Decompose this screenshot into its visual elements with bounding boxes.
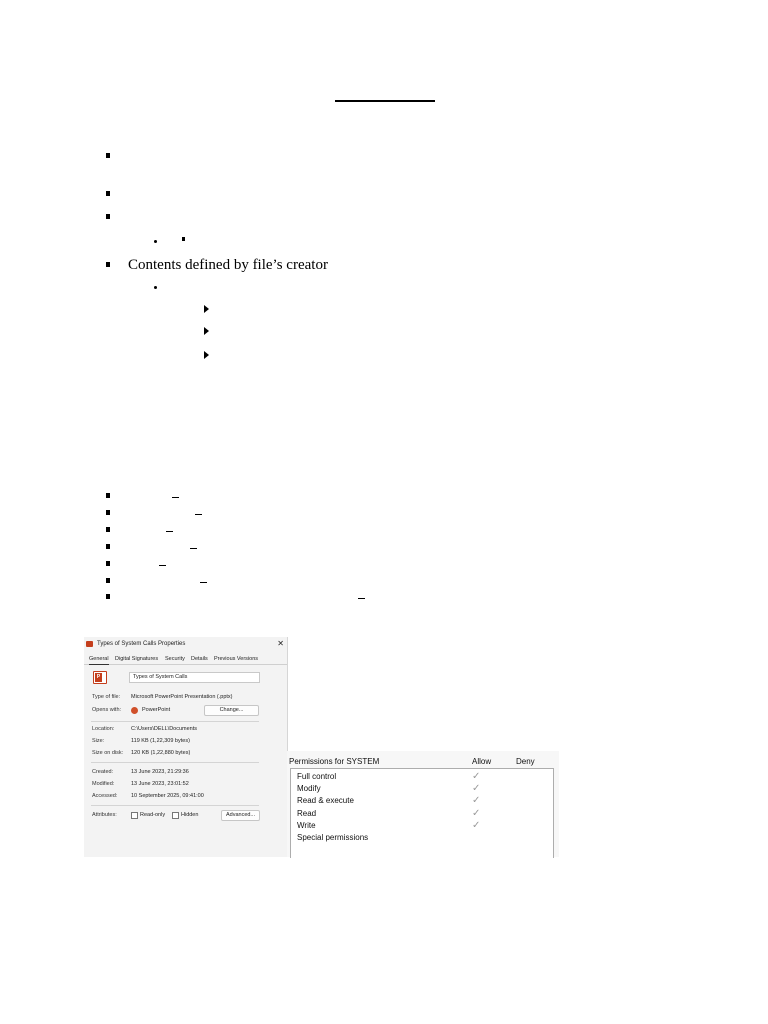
divider <box>91 721 259 722</box>
permission-row-modify: Modify <box>297 784 321 793</box>
bullet-square <box>106 493 110 498</box>
dash-mark <box>166 531 173 532</box>
size-label: Size: <box>92 738 105 744</box>
tab-security[interactable]: Security <box>165 656 185 662</box>
dash-mark <box>358 598 365 599</box>
created-value: 13 June 2023, 21:29:36 <box>131 769 189 775</box>
bullet-text: Contents defined by file’s creator <box>128 257 328 273</box>
bullet-dot <box>154 286 157 289</box>
bullet-square <box>106 594 110 599</box>
location-label: Location: <box>92 726 115 732</box>
properties-dialog <box>84 637 288 857</box>
accessed-value: 10 September 2025, 09:41:00 <box>131 793 204 799</box>
read-only-checkbox[interactable] <box>131 812 138 819</box>
bullet-dot <box>154 240 157 243</box>
allow-column-header: Allow <box>472 757 492 766</box>
hidden-checkbox[interactable] <box>172 812 179 819</box>
permission-row-special: Special permissions <box>297 833 369 842</box>
bullet-square <box>106 578 110 583</box>
modified-value: 13 June 2023, 23:01:52 <box>131 781 189 787</box>
size-value: 119 KB (1,22,309 bytes) <box>131 738 190 744</box>
file-type-icon: P <box>93 671 107 684</box>
tab-details[interactable]: Details <box>191 656 208 662</box>
opens-with-label: Opens with: <box>92 707 122 713</box>
dialog-title: Types of System Calls Properties <box>97 641 186 647</box>
check-icon: ✓ <box>472 820 481 831</box>
check-icon: ✓ <box>472 795 481 806</box>
tab-bar <box>84 654 287 665</box>
bullet-arrow <box>204 305 209 313</box>
opens-with-value: PowerPoint <box>142 707 171 713</box>
dash-mark <box>159 565 166 566</box>
tab-general[interactable]: General <box>89 654 109 665</box>
bullet-square <box>106 544 110 549</box>
dash-mark <box>190 548 197 549</box>
permission-row-full-control: Full control <box>297 772 337 781</box>
created-label: Created: <box>92 769 114 775</box>
tab-previous-versions[interactable]: Previous Versions <box>214 656 259 662</box>
accessed-label: Accessed: <box>92 793 118 799</box>
hidden-label: Hidden <box>181 812 199 818</box>
permission-row-read-execute: Read & execute <box>297 796 354 805</box>
bullet-square <box>106 527 110 532</box>
type-of-file-label: Type of file: <box>92 694 121 700</box>
bullet-square <box>106 262 110 267</box>
check-icon: ✓ <box>472 808 481 819</box>
location-value: C:\Users\DELL\Documents <box>131 726 198 732</box>
bullet-arrow <box>204 327 209 335</box>
file-name-field[interactable]: Types of System Calls <box>129 672 260 683</box>
permission-row-write: Write <box>297 821 316 830</box>
change-button[interactable]: Change... <box>204 705 259 716</box>
permission-row-read: Read <box>297 809 317 818</box>
title-underline <box>335 100 435 102</box>
advanced-button[interactable]: Advanced... <box>221 810 260 821</box>
size-on-disk-label: Size on disk: <box>92 750 124 756</box>
bullet-square <box>182 237 185 241</box>
permissions-header: Permissions for SYSTEM <box>289 757 380 766</box>
bullet-square <box>106 153 110 158</box>
dash-mark <box>200 582 207 583</box>
attributes-label: Attributes: <box>92 812 117 818</box>
powerpoint-icon <box>131 707 138 714</box>
bullet-square <box>106 561 110 566</box>
dash-mark <box>172 497 179 498</box>
modified-label: Modified: <box>92 781 115 787</box>
read-only-label: Read-only <box>140 812 166 818</box>
bullet-square <box>106 191 110 196</box>
permissions-panel <box>287 751 559 857</box>
deny-column-header: Deny <box>516 757 535 766</box>
tab-digital-signatures[interactable]: Digital Signatures <box>115 656 159 662</box>
bullet-square <box>106 214 110 219</box>
check-icon: ✓ <box>472 771 481 782</box>
divider <box>91 805 259 806</box>
dash-mark <box>195 514 202 515</box>
divider <box>91 762 259 763</box>
close-icon[interactable]: ✕ <box>277 639 284 648</box>
check-icon: ✓ <box>472 783 481 794</box>
bullet-arrow <box>204 351 209 359</box>
bullet-square <box>106 510 110 515</box>
dialog-titlebar <box>84 637 287 651</box>
type-of-file-value: Microsoft PowerPoint Presentation (.pptx) <box>131 694 233 700</box>
size-on-disk-value: 120 KB (1,22,880 bytes) <box>131 750 191 756</box>
